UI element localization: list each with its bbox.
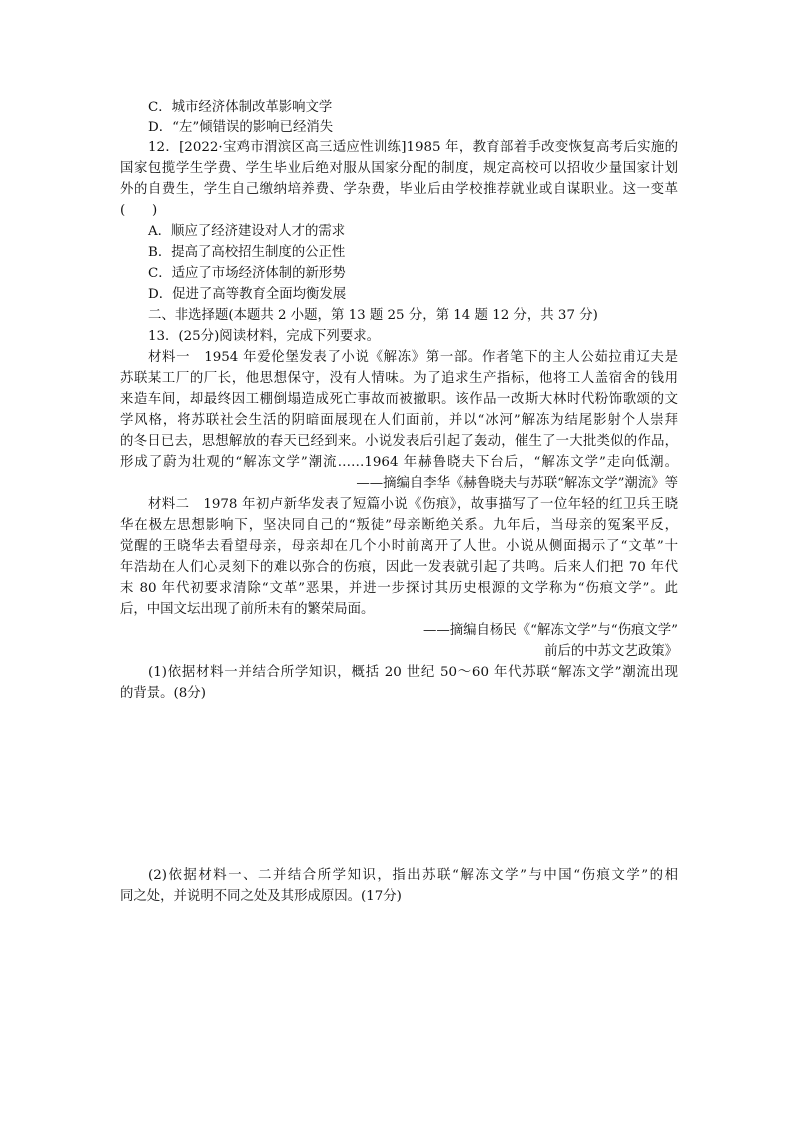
q11-option-c: C．城市经济体制改革影响文学 <box>148 100 333 115</box>
subquestion-2-line-2: 同之处，并说明不同之处及其形成原因。(17分) <box>120 889 402 904</box>
material1-line-6: 形成了蔚为壮观的“解冻文学”潮流……1964 年赫鲁晓夫下台后，“解冻文学”走向低潮。 <box>120 455 678 470</box>
material2-source-line-2: 前后的中苏文艺政策》 <box>544 644 678 659</box>
material1-source: ——摘编自李华《赫鲁晓夫与苏联“解冻文学”潮流》等 <box>356 476 678 491</box>
material2-line-1: 材料二 1978 年初卢新华发表了短篇小说《伤痕》，故事描写了一位年轻的红卫兵王晓 <box>148 497 678 512</box>
q12-stem-line-3: 外的自费生，学生自己缴纳培养费、学杂费，毕业后由学校推荐就业或自谋职业。这一变革 <box>120 182 678 197</box>
q12-stem-line-1: 12．[2022·宝鸡市渭滨区高三适应性训练]1985 年，教育部着手改变恢复高考后实施的 <box>148 140 678 155</box>
q12-stem-line-2: 国家包揽学生学费、学生毕业后绝对服从国家分配的制度，规定高校可以招收少量国家计划 <box>120 161 678 176</box>
section-heading: 二、非选择题(本题共 2 小题，第 13 题 25 分，第 14 题 12 分，共 37 分) <box>148 308 598 323</box>
material1-line-5: 的冬日已去，思想解放的春天已经到来。小说发表后引起了轰动，催生了一大批类似的作品， <box>120 434 678 449</box>
q12-option-b: B．提高了高校招生制度的公正性 <box>148 245 346 260</box>
q12-option-d: D．促进了高等教育全面均衡发展 <box>148 287 347 302</box>
material2-line-5: 末 80 年代初要求清除“文革”恶果，并进一步探讨其历史根源的文学称为“伤痕文学”。此 <box>120 581 678 596</box>
material2-source-line-1: ——摘编自杨民《“解冻文学”与“伤痕文学” <box>422 623 678 638</box>
subquestion-2-line-1: (2)依据材料一、二并结合所学知识，指出苏联“解冻文学”与中国“伤痕文学”的相 <box>148 868 678 883</box>
material1-line-4: 学风格，将苏联社会生活的阴暗面展现在人们面前，并以“冰河”解冻为结尾影射个人崇拜 <box>120 413 678 428</box>
material2-line-3: 觉醒的王晓华去看望母亲，母亲却在几个小时前离开了人世。小说从侧面揭示了“文革”十 <box>120 539 678 554</box>
q12-option-a: A．顺应了经济建设对人才的需求 <box>148 224 346 239</box>
material2-line-4: 年浩劫在人们心灵刻下的难以弥合的伤痕，因此一发表就引起了共鸣。后来人们把 70 年代 <box>120 560 678 575</box>
material1-line-3: 来造车间，却最终因工棚倒塌造成死亡事故而被撤职。该作品一改斯大林时代粉饰歌颂的文 <box>120 392 678 407</box>
q12-answer-blank: ( ) <box>120 203 158 218</box>
q11-option-d: D．“左”倾错误的影响已经消失 <box>148 120 334 135</box>
material2-line-6: 后，中国文坛出现了前所未有的繁荣局面。 <box>120 602 375 617</box>
material1-line-2: 苏联某工厂的厂长，他思想保守，没有人情味。为了追求生产指标，他将工人盖宿舍的钱用 <box>120 371 678 386</box>
material1-line-1: 材料一 1954 年爱伦堡发表了小说《解冻》第一部。作者笔下的主人公茹拉甫辽夫是 <box>148 350 678 365</box>
material2-line-2: 华在极左思想影响下，坚决同自己的“叛徒”母亲断绝关系。九年后，当母亲的冤案平反， <box>120 518 678 533</box>
subquestion-1-line-1: (1)依据材料一并结合所学知识，概括 20 世纪 50～60 年代苏联“解冻文学”潮流出现 <box>148 665 678 680</box>
q13-intro: 13．(25分)阅读材料，完成下列要求。 <box>148 329 380 344</box>
q12-option-c: C．适应了市场经济体制的新形势 <box>148 266 346 281</box>
subquestion-1-line-2: 的背景。(8分) <box>120 686 206 701</box>
